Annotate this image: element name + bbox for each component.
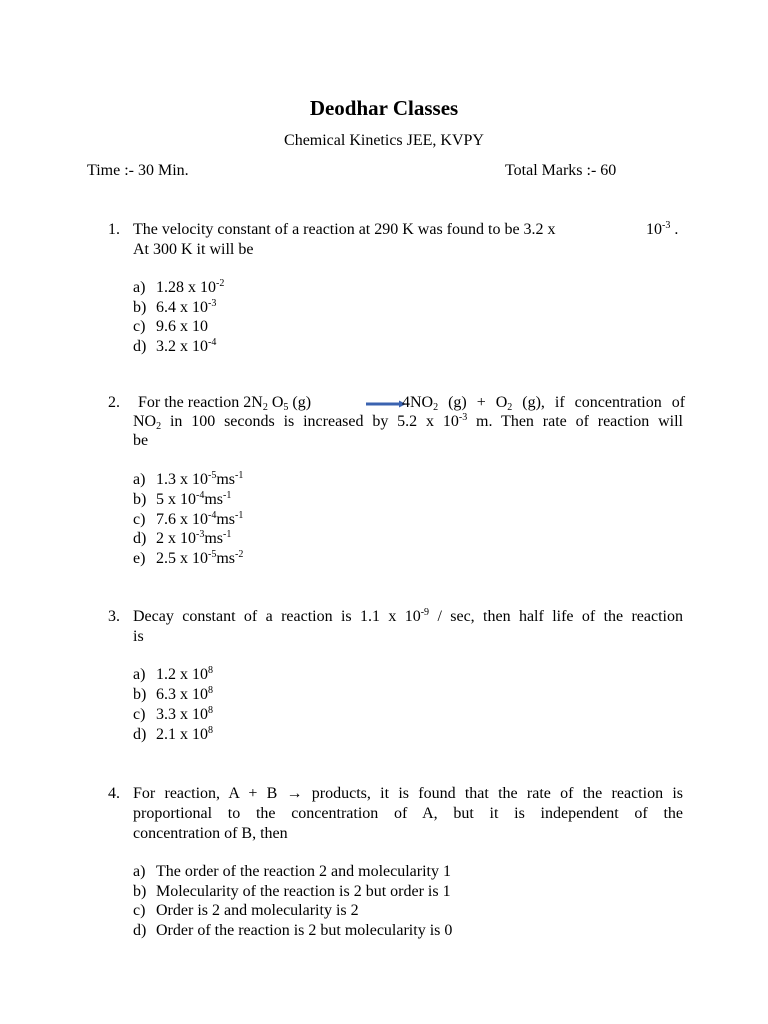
question-2-number: 2. xyxy=(108,394,120,411)
q2-option-a-base: 1.3 x 10 xyxy=(156,471,208,488)
q4-option-a-label: a) xyxy=(133,863,146,880)
q2-option-c xyxy=(156,511,243,529)
q1-option-d xyxy=(156,338,216,356)
q1-option-c-base: 9.6 x 10 xyxy=(156,318,208,335)
q2-option-d-unit-exp: -1 xyxy=(223,529,232,540)
q3-option-a-base: 1.2 x 10 xyxy=(156,666,208,683)
question-4-number: 4. xyxy=(108,785,120,802)
q4-option-a: The order of the reaction 2 and molecularity 1 xyxy=(156,863,451,880)
reaction-arrow-icon xyxy=(366,400,406,408)
q2-option-e-unit-exp: -2 xyxy=(235,549,244,560)
q2-option-c-exp: -4 xyxy=(208,510,217,521)
q1-option-b-base: 6.4 x 10 xyxy=(156,299,208,316)
q3-option-d xyxy=(156,726,213,744)
q3-option-c-label: c) xyxy=(133,706,146,723)
page-title: Deodhar Classes xyxy=(309,96,459,120)
q1-option-d-exp: -4 xyxy=(208,337,217,348)
question-2-line-3: be xyxy=(133,432,149,449)
q2-option-e-unit: ms xyxy=(216,550,236,567)
question-3-number: 3. xyxy=(108,608,120,625)
q2-option-d-base: 2 x 10 xyxy=(156,530,196,547)
question-1-line-2: At 300 K it will be xyxy=(133,241,254,258)
q1-option-a xyxy=(156,279,224,297)
q2-option-e-exp: -5 xyxy=(208,549,217,560)
q2-option-c-unit-exp: -1 xyxy=(235,510,244,521)
question-1-value xyxy=(646,221,678,239)
q4-option-d: Order of the reaction is 2 but molecularity is 0 xyxy=(156,922,453,939)
q4-option-c-label: c) xyxy=(133,902,146,919)
q3-option-c-base: 3.3 x 10 xyxy=(156,706,208,723)
q2-sub-1: 2 xyxy=(262,402,268,413)
q2-option-a-label: a) xyxy=(133,471,146,488)
q3-option-b-exp: 8 xyxy=(208,685,213,696)
q3-option-a-exp: 8 xyxy=(208,665,213,676)
q1-option-a-label: a) xyxy=(133,279,146,296)
q2-line-2-text: in 100 seconds is increased by 5.2 x 10 xyxy=(169,413,459,430)
question-2-line-1-left xyxy=(138,394,311,412)
question-2-line-2 xyxy=(133,413,683,431)
q4-option-d-label: d) xyxy=(133,922,147,939)
q2-sub-4: 2 xyxy=(507,402,513,413)
q3-option-a-label: a) xyxy=(133,666,146,683)
q4-option-b: Molecularity of the reaction is 2 but order is 1 xyxy=(156,883,451,900)
q4-option-c: Order is 2 and molecularity is 2 xyxy=(156,902,359,919)
q3-option-c xyxy=(156,706,213,724)
q2-product-2: (g) + O xyxy=(448,394,508,411)
q2-option-e xyxy=(156,550,243,568)
q1-option-a-base: 1.28 x 10 xyxy=(156,279,216,296)
q1-option-d-label: d) xyxy=(133,338,147,355)
q4-option-b-label: b) xyxy=(133,883,147,900)
q2-option-d-exp: -3 xyxy=(196,529,205,540)
q2-line-1-end: (g), if concentration of xyxy=(522,394,686,411)
q2-option-a-unit-exp: -1 xyxy=(235,470,244,481)
time-label: Time :- 30 Min. xyxy=(87,162,189,179)
q2-sub-2: 5 xyxy=(283,402,289,413)
q3-option-b-base: 6.3 x 10 xyxy=(156,686,208,703)
q2-oxygen: O xyxy=(271,394,284,411)
question-1-number: 1. xyxy=(108,221,120,238)
q1-option-c xyxy=(156,318,208,336)
q2-option-b-base: 5 x 10 xyxy=(156,491,196,508)
question-4-line-2: proportional to the concentration of A, but it is independent of the xyxy=(133,805,683,822)
q1-option-c-label: c) xyxy=(133,318,146,335)
q2-option-a xyxy=(156,471,243,489)
q2-sub-3: 2 xyxy=(433,402,439,413)
q2-option-d xyxy=(156,530,231,548)
q2-option-d-unit: ms xyxy=(204,530,224,547)
page-subtitle: Chemical Kinetics JEE, KVPY xyxy=(284,132,484,149)
q2-option-e-label: e) xyxy=(133,550,146,567)
q3-line-1-exp: -9 xyxy=(420,607,430,618)
q2-line-2-end: m. Then rate of reaction will xyxy=(476,413,684,430)
q2-option-b-exp: -4 xyxy=(196,490,205,501)
total-marks-label: Total Marks :- 60 xyxy=(505,162,617,179)
q2-option-a-exp: -5 xyxy=(208,470,217,481)
q2-state-1: (g) xyxy=(292,394,312,411)
q3-option-b xyxy=(156,686,213,704)
question-2-line-1-right xyxy=(402,394,685,412)
q3-line-1-text: Decay constant of a reaction is 1.1 x 10 xyxy=(133,608,421,625)
q2-no2: NO xyxy=(133,413,157,430)
question-3-line-2: is xyxy=(133,628,144,645)
q2-option-b-unit: ms xyxy=(204,491,224,508)
q2-option-c-label: c) xyxy=(133,511,146,528)
q2-option-a-unit: ms xyxy=(216,471,236,488)
q1-option-d-base: 3.2 x 10 xyxy=(156,338,208,355)
q2-line-2-exp: -3 xyxy=(458,412,468,423)
q1-option-b-exp: -3 xyxy=(208,298,217,309)
q1-option-b xyxy=(156,299,216,317)
q1-option-a-exp: -2 xyxy=(216,278,225,289)
q2-option-d-label: d) xyxy=(133,530,147,547)
question-1-value-base: 10 xyxy=(646,221,662,238)
question-1-period: . xyxy=(674,221,679,238)
question-1-line-1 xyxy=(133,221,556,239)
q2-product: 4NO xyxy=(402,394,434,411)
q3-line-1-end: / sec, then half life of the reaction xyxy=(437,608,684,625)
q3-option-c-exp: 8 xyxy=(208,705,213,716)
q2-option-b-label: b) xyxy=(133,491,147,508)
q1-option-b-label: b) xyxy=(133,299,147,316)
q2-option-b xyxy=(156,491,231,509)
question-1-value-exp: -3 xyxy=(662,220,671,231)
question-4-line-3: concentration of B, then xyxy=(133,825,288,842)
question-4-line-1: For reaction, A + B → products, it is found that the rate of the reaction is xyxy=(133,785,683,802)
q2-option-c-base: 7.6 x 10 xyxy=(156,511,208,528)
q3-option-a xyxy=(156,666,213,684)
question-3-line-1 xyxy=(133,608,683,626)
q2-reactant: For the reaction 2N xyxy=(138,394,263,411)
q3-option-d-exp: 8 xyxy=(208,725,213,736)
q2-option-e-base: 2.5 x 10 xyxy=(156,550,208,567)
q2-option-b-unit-exp: -1 xyxy=(223,490,232,501)
q3-option-b-label: b) xyxy=(133,686,147,703)
q3-option-d-base: 2.1 x 10 xyxy=(156,726,208,743)
q2-option-c-unit: ms xyxy=(216,511,236,528)
q2-sub-5: 2 xyxy=(156,421,162,432)
q3-option-d-label: d) xyxy=(133,726,147,743)
question-1-text: The velocity constant of a reaction at 290 K was found to be 3.2 x xyxy=(133,221,556,238)
